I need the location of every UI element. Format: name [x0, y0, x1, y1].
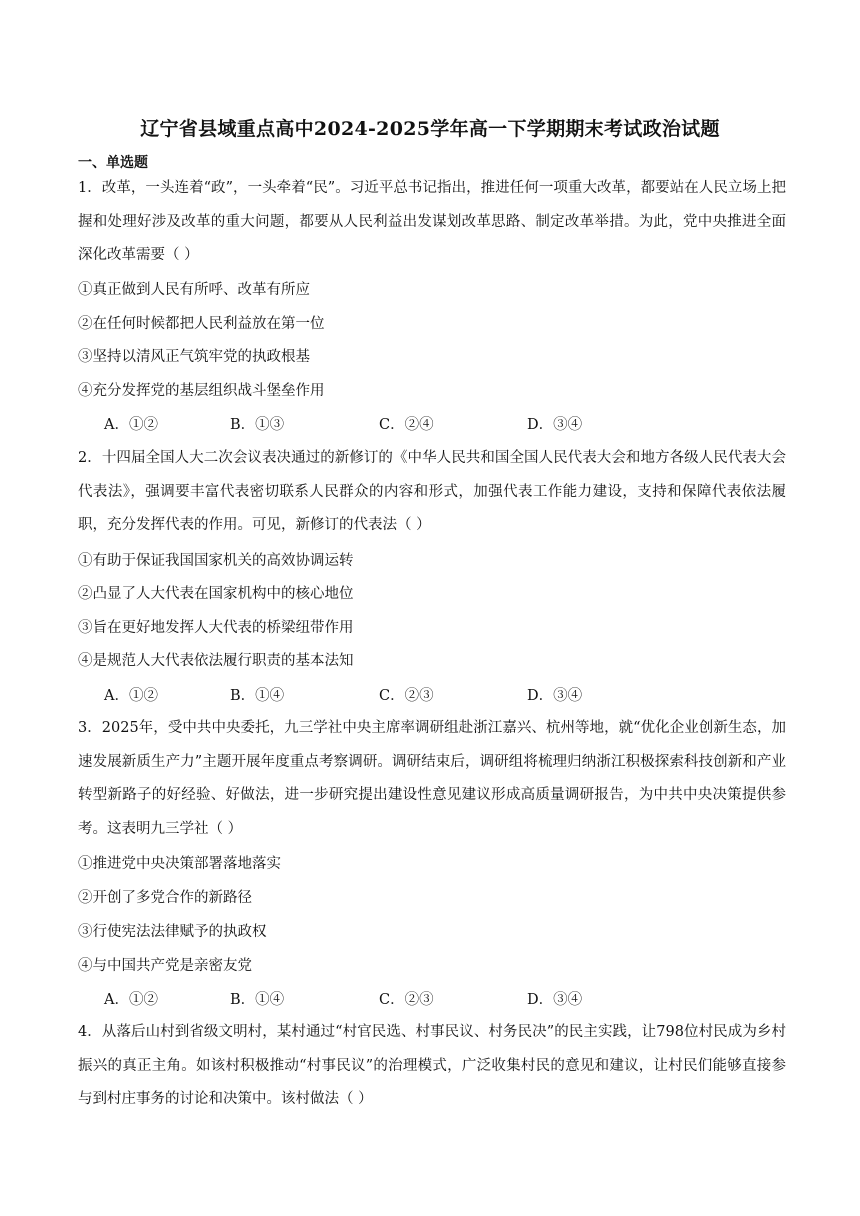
question-3-option-4: ④与中国共产党是亲密友党	[78, 958, 252, 974]
question-1-choices	[104, 415, 704, 435]
question-2-stem: 2．十四届全国人大二次会议表决通过的新修订的《中华人民共和国全国人民代表大会和地方各级人民代表大会代表法》，强调要丰富代表密切联系人民群众的内容和形式，加强代表工作能力建设，支持和保障代表依法履职，充分发挥代表的作用。可见，新修订的代表法（ ）	[78, 450, 786, 533]
question-2-choices	[104, 686, 704, 706]
choice-d: D．③④	[527, 688, 583, 704]
question-2-option-3: ③旨在更好地发挥人大代表的桥梁纽带作用	[78, 620, 354, 636]
choice-a: A．①②	[104, 417, 158, 433]
choice-a: A．①②	[104, 688, 158, 704]
question-3-stem: 3．2025年，受中共中央委托，九三学社中央主席率调研组赴浙江嘉兴、杭州等地，就“优化企业创新生态，加速发展新质生产力”主题开展年度重点考察调研。调研结束后，调研组将梳理归纳浙江积极探索科技创新和产业转型新路子的好经验、好做法，进一步研究提出建设性意见建议形成高质量调研报告，为中共中央决策提供参考。这表明九三学社（ ）	[78, 720, 786, 837]
question-2-option-1: ①有助于保证我国国家机关的高效协调运转	[78, 553, 354, 569]
choice-b: B．①④	[230, 688, 285, 704]
choice-b: B．①③	[230, 417, 285, 433]
question-1-option-2: ②在任何时候都把人民利益放在第一位	[78, 316, 325, 332]
page-title: 辽宁省县域重点高中2024-2025学年高一下学期期末考试政治试题	[140, 118, 720, 140]
question-3-choices	[104, 990, 704, 1010]
question-1-option-3: ③坚持以清风正气筑牢党的执政根基	[78, 349, 310, 365]
choice-a: A．①②	[104, 992, 158, 1008]
section-heading: 一、单选题	[78, 155, 148, 171]
question-1-stem: 1．改革，一头连着“政”，一头牵着“民”。习近平总书记指出，推进任何一项重大改革，都要站在人民立场上把握和处理好涉及改革的重大问题，都要从人民利益出发谋划改革思路、制定改革举措。为此，党中央推进全面深化改革需要（ ）	[78, 180, 786, 263]
question-2-option-4: ④是规范人大代表依法履行职责的基本法知	[78, 653, 354, 669]
question-1-option-1: ①真正做到人民有所呼、改革有所应	[78, 282, 310, 298]
question-3-option-1: ①推进党中央决策部署落地落实	[78, 856, 281, 872]
question-2-option-2: ②凸显了人大代表在国家机构中的核心地位	[78, 586, 354, 602]
choice-c: C．②④	[379, 417, 434, 433]
question-1-option-4: ④充分发挥党的基层组织战斗堡垒作用	[78, 383, 325, 399]
question-3-option-2: ②开创了多党合作的新路径	[78, 890, 252, 906]
choice-d: D．③④	[527, 417, 583, 433]
question-4-stem: 4．从落后山村到省级文明村，某村通过“村官民选、村事民议、村务民决”的民主实践，让798位村民成为乡村振兴的真正主角。如该村积极推动“村事民议”的治理模式，广泛收集村民的意见和建议，让村民们能够直接参与到村庄事务的讨论和决策中。该村做法（ ）	[78, 1024, 786, 1107]
choice-b: B．①④	[230, 992, 285, 1008]
choice-c: C．②③	[379, 688, 434, 704]
choice-d: D．③④	[527, 992, 583, 1008]
question-3-option-3: ③行使宪法法律赋予的执政权	[78, 924, 267, 940]
choice-c: C．②③	[379, 992, 434, 1008]
